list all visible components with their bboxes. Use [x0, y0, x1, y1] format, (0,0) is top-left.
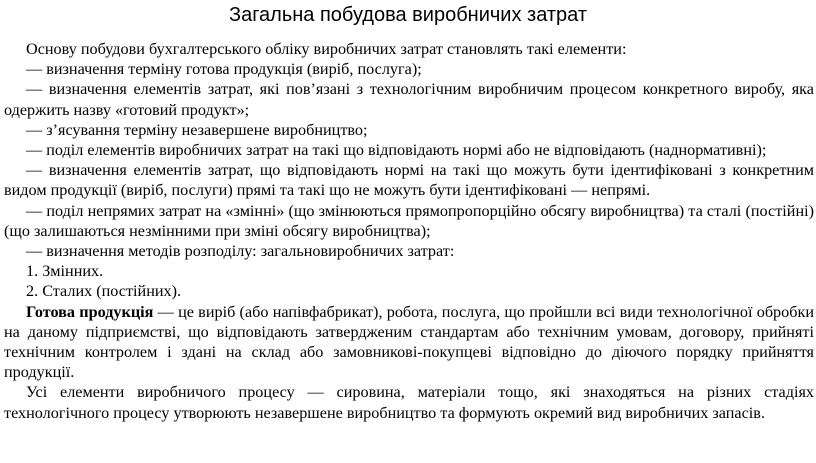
list-item-finished-product-term: — визначення терміну готова продукція (виріб, послуга); [26, 60, 422, 79]
definition-text: — це виріб (або напівфабрикат), робота, послуга, що пройшли всі види технологічної обробки на даному підприємстві, що відповідають затвердженим стандартам або технічним умовам, договору, прийняті технічним контролем і здані на склад або замовникові-покупцеві відповідно до діючого порядку прийняття продукції. [4, 302, 815, 382]
paragraph-finished-product-definition [4, 302, 814, 383]
numbered-item-variable: 1. Змінних. [26, 262, 104, 281]
paragraph-wip-description: Усі елементи виробничого процесу — сировина, матеріали тощо, які знаходяться на різних стадіях технологічного процесу утворюють незавершене виробництво та формують окремий вид виробничих запасів. [4, 383, 814, 422]
list-item-cost-elements: — визначення елементів затрат, які пов’язані з технологічним виробничим процесом конкретного виробу, яка одержить назву «готовий продукт»; [4, 80, 814, 119]
list-item-norm-division: — поділ елементів виробничих затрат на такі що відповідають нормі або не відповідають (наднормативні); [26, 141, 767, 160]
list-item-allocation-methods: — визначення методів розподілу: загальновиробничих затрат: [26, 242, 455, 261]
document-body [4, 39, 814, 423]
document-title: Загальна побудова виробничих затрат [228, 4, 588, 26]
list-item-wip-term: — з’ясування терміну незавершене виробництво; [26, 120, 368, 139]
paragraph-intro: Основу побудови бухгалтерського обліку виробничих затрат становлять такі елементи: [26, 40, 627, 58]
numbered-item-fixed: 2. Сталих (постійних). [26, 282, 182, 301]
term-finished-product: Готова продукція [26, 302, 154, 321]
list-item-direct-indirect: — визначення елементів затрат, що відповідають нормі на такі що можуть бути ідентифіковані з конкретним видом продукції (виріб, послуги) прямі та такі що не можуть бути ідентифіковані — непрямі. [4, 161, 814, 200]
list-item-variable-fixed: — поділ непрямих затрат на «змінні» (що змінюються прямопропорційно обсягу виробництва) та сталі (постійні) (що залишаються незмінними при зміні обсягу виробництва); [4, 201, 814, 240]
